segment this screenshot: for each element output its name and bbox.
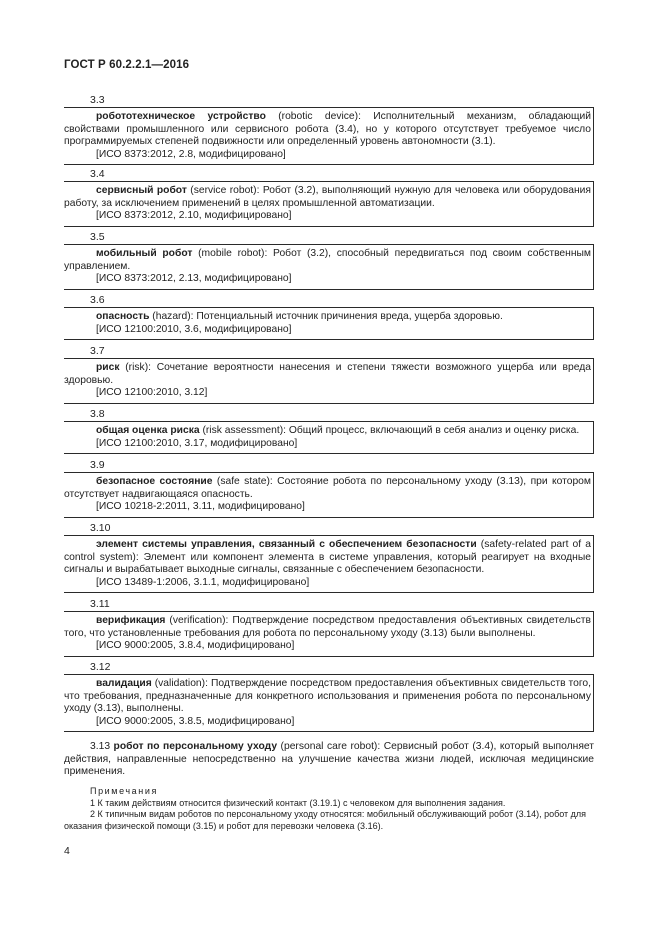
definition-box (64, 107, 594, 165)
definition-text (64, 741, 594, 779)
term-entry-3-11 (64, 597, 594, 657)
definition-body: (personal care robot): Сервисный робот (3.4), который выполняет действия, направленные непосредственно на улучшение качества жизни людей, исключая медицинские применения. (64, 741, 594, 778)
term-name: сервисный робот (96, 185, 187, 196)
definition-box (64, 244, 594, 290)
definition-text (64, 476, 591, 501)
source-reference: [ИСО 9000:2005, 3.8.4, модифицировано] (96, 640, 295, 652)
entry-number: 3.13 (90, 741, 111, 752)
definition-body: (verification): Подтверждение посредством предоставления объективных свидетельств того, что установленные требования для робота по персональному уходу (3.13) были выполнены. (64, 615, 591, 639)
entry-number: 3.7 (90, 345, 105, 357)
definition-text (64, 425, 591, 438)
definition-box (64, 611, 594, 657)
definition-text (64, 311, 591, 324)
source-reference: [ИСО 12100:2010, 3.12] (96, 387, 208, 399)
definition-body: (safe state): Состояние робота по персональному уходу (3.13), при котором отсутствует надвигающаяся опасность. (64, 476, 591, 500)
definition-box (64, 674, 594, 732)
definition-box (64, 307, 594, 340)
term-entry-3-12 (64, 660, 594, 732)
definition-body: (safety-related part of a control system): Элемент или компонент элемента в системе управления, который реагирует на входные сигналы и вырабатывает выходные сигналы, связанные с обеспечением безопасности. (64, 539, 591, 576)
term-entry-3-9 (64, 458, 594, 518)
definition-box (64, 421, 594, 454)
definition-body: (hazard): Потенциальный источник причинения вреда, ущерба здоровью. (149, 311, 503, 322)
source-reference: [ИСО 9000:2005, 3.8.5, модифицировано] (96, 715, 295, 727)
entry-number: 3.12 (90, 661, 111, 673)
term-name: общая оценка риска (96, 425, 200, 436)
term-name: робот по персональному уходу (113, 741, 278, 752)
definition-box (64, 472, 594, 518)
definition-text (64, 678, 591, 716)
definition-text (64, 615, 591, 640)
definition-body: (robotic device): Исполнительный механизм, обладающий свойствами промышленного или сервисного робота (3.4), но у которого отсутствует требуемое число программируемых степеней подвижности или определенный уровень автономности (3.1). (64, 111, 591, 148)
entry-number: 3.11 (90, 598, 110, 610)
standard-header: ГОСТ Р 60.2.2.1—2016 (64, 59, 190, 71)
entry-number: 3.8 (90, 408, 105, 420)
notes-title: Примечания (90, 786, 158, 796)
note-item: 2 К типичным видам роботов по персональному уходу относятся: мобильный обслуживающий робот (3.14), робот для оказания физической помощи (3.15) и робот для перевозки человека (3.16). (64, 809, 587, 831)
source-reference: [ИСО 8373:2012, 2.10, модифицировано] (96, 210, 292, 222)
term-entry-3-13 (64, 741, 594, 779)
term-entry-3-3 (64, 93, 594, 165)
entry-number: 3.10 (90, 522, 111, 534)
entry-number: 3.6 (90, 294, 105, 306)
page-number: 4 (64, 845, 70, 857)
source-reference: [ИСО 13489-1:2006, 3.1.1, модифицировано] (96, 576, 310, 588)
term-name: опасность (96, 311, 150, 322)
definition-text (64, 539, 591, 577)
definition-text (64, 111, 591, 149)
term-entry-3-5 (64, 230, 594, 290)
definition-text (64, 248, 591, 273)
definition-body: (service robot): Робот (3.2), выполняющий нужную для человека или оборудования работу, за исключением применений в целях промышленной автоматизации. (64, 185, 591, 209)
definition-text (64, 185, 591, 210)
term-name: риск (96, 362, 120, 373)
entry-number: 3.5 (90, 231, 105, 243)
definition-box (64, 358, 594, 404)
note-item: 1 К таким действиям относится физический контакт (3.19.1) с человеком для выполнения задания. (90, 797, 506, 808)
source-reference: [ИСО 12100:2010, 3.6, модифицировано] (96, 323, 292, 335)
notes-block (64, 786, 594, 832)
term-name: безопасное состояние (96, 476, 213, 487)
term-entry-3-7 (64, 344, 594, 404)
term-name: мобильный робот (96, 248, 193, 259)
term-entry-3-6 (64, 293, 594, 340)
term-name: верификация (96, 615, 166, 626)
source-reference: [ИСО 8373:2012, 2.13, модифицировано] (96, 273, 292, 285)
entry-number: 3.9 (90, 459, 105, 471)
term-name: валидация (96, 678, 152, 689)
source-reference: [ИСО 8373:2012, 2.8, модифицировано] (96, 148, 286, 160)
definition-body: (mobile robot): Робот (3.2), способный передвигаться под своим собственным управлением. (64, 248, 592, 272)
term-entry-3-4 (64, 167, 594, 227)
definition-box (64, 181, 594, 227)
definition-body: (risk assessment): Общий процесс, включающий в себя анализ и оценку риска. (199, 425, 580, 436)
definition-text (64, 362, 591, 387)
definition-box (64, 535, 594, 593)
term-name: элемент системы управления, связанный с обеспечением безопасности (96, 539, 477, 550)
term-name: робототехническое устройство (96, 111, 266, 122)
entry-number: 3.3 (90, 94, 105, 106)
term-entry-3-10 (64, 521, 594, 593)
source-reference: [ИСО 12100:2010, 3.17, модифицировано] (96, 437, 298, 449)
entry-number: 3.4 (90, 168, 105, 180)
definition-body: (validation): Подтверждение посредством предоставления объективных свидетельств того, что требования, предназначенные для конкретного использования и применения робота по персональному уходу (3.13), выполнены. (64, 678, 591, 715)
definition-body: (risk): Сочетание вероятности нанесения и степени тяжести возможного ущерба или вреда здоровью. (64, 362, 591, 386)
source-reference: [ИСО 10218-2:2011, 3.11, модифицировано] (96, 501, 305, 513)
term-entry-3-8 (64, 407, 594, 454)
